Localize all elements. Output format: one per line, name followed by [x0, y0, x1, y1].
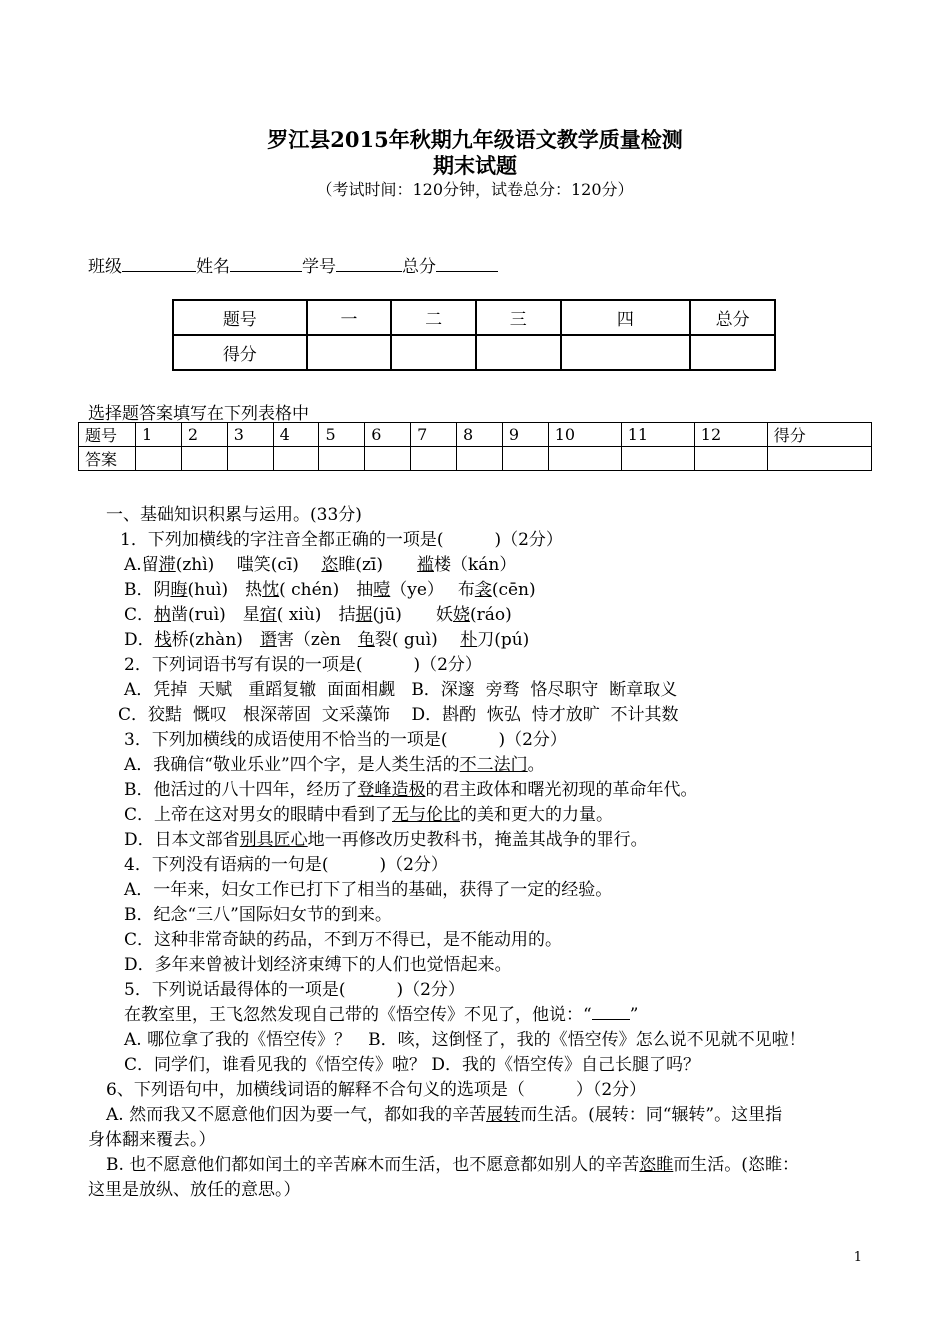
answer-header-label: 题号	[79, 423, 136, 447]
score-cell[interactable]	[307, 335, 392, 370]
answer-number-cell: 4	[273, 423, 319, 447]
q4-option-b: B．纪念“三八”国际妇女节的到来。	[124, 905, 392, 925]
exam-subtitle: 期末试题	[433, 153, 517, 178]
class-label: 班级	[88, 257, 122, 277]
answer-table-number-row	[79, 423, 872, 447]
answer-number-cell: 11	[621, 423, 694, 447]
q5-options-cd: C．同学们，谁看见我的《悟空传》啦？ D．我的《悟空传》自己长腿了吗？	[124, 1055, 701, 1075]
answer-table-caption: 选择题答案填写在下列表格中	[88, 404, 309, 424]
answer-cell[interactable]	[694, 447, 767, 471]
q3-option-a: A．我确信“敬业乐业”四个字，是人类生活的不二法门。	[124, 755, 545, 775]
score-cell[interactable]	[391, 335, 476, 370]
answer-cell[interactable]	[227, 447, 273, 471]
answer-table-answer-row	[79, 447, 872, 471]
answer-number-cell: 5	[319, 423, 365, 447]
answer-table	[78, 422, 872, 471]
score-header-cell: 一	[307, 300, 392, 335]
q4-option-d: D．多年来曾被计划经济束缚下的人们也觉悟起来。	[124, 955, 512, 975]
score-cell[interactable]	[690, 335, 775, 370]
answer-cell[interactable]	[136, 447, 182, 471]
page-number: 1	[853, 1250, 862, 1265]
score-header-cell: 三	[476, 300, 561, 335]
score-header-cell: 四	[561, 300, 691, 335]
q5-context: 在教室里，王飞忽然发现自己带的《悟空传》不见了，他说：“ ”	[124, 1005, 639, 1025]
answer-cell[interactable]	[181, 447, 227, 471]
q4-stem: 4．下列没有语病的一句是( )（2分）	[124, 855, 448, 875]
name-field[interactable]	[230, 255, 302, 272]
score-table	[172, 299, 776, 371]
q1-option-b: B．阴晦(huì) 热忱( chén) 抽噎（ye） 布衾(cēn)	[124, 580, 536, 600]
q5-blank[interactable]	[592, 1003, 630, 1020]
answer-cell[interactable]	[457, 447, 503, 471]
q1-option-a: A.留滞(zhì) 嗤笑(cī) 恣睢(zī) 褴楼（kán）	[124, 555, 517, 575]
q1-stem: 1．下列加横线的字注音全都正确的一项是( )（2分）	[120, 530, 563, 550]
answer-score-label: 得分	[767, 423, 871, 447]
score-cell[interactable]	[476, 335, 561, 370]
q2-stem: 2．下列词语书写有误的一项是( )（2分）	[124, 655, 482, 675]
name-label: 姓名	[196, 257, 230, 277]
q6-option-a-line1: A. 然而我又不愿意他们因为要一气，都如我的辛苦展转而生活。(展转：同“辗转”。这里指	[106, 1105, 783, 1125]
id-label: 学号	[302, 257, 336, 277]
answer-cell[interactable]	[502, 447, 548, 471]
answer-cell[interactable]	[273, 447, 319, 471]
q4-option-a: A．一年来，妇女工作已打下了相当的基础，获得了一定的经验。	[124, 880, 613, 900]
id-field[interactable]	[336, 255, 402, 272]
answer-cell[interactable]	[319, 447, 365, 471]
q6-option-a-line2: 身体翻来覆去。）	[88, 1130, 216, 1150]
total-label: 总分	[402, 257, 436, 277]
q2-options-cd: C．狡黠 慨叹 根深蒂固 文采藻饰 D．斟酌 恢弘 恃才放旷 不计其数	[118, 705, 679, 725]
q1-option-d: D．栈桥(zhàn) 谮害（zèn 龟裂( guì) 朴刀(pú)	[124, 630, 530, 650]
q2-options-ab: A．凭掉 天赋 重蹈复辙 面面相觑 B．深邃 旁骛 恪尽职守 断章取义	[124, 680, 678, 700]
score-table-score-row	[173, 335, 775, 370]
score-header-cell: 总分	[690, 300, 775, 335]
score-header-cell: 二	[391, 300, 476, 335]
score-table-header-row	[173, 300, 775, 335]
total-field[interactable]	[436, 255, 498, 272]
score-header-cell: 题号	[173, 300, 307, 335]
q6-option-b-line1: B. 也不愿意他们都如闰土的辛苦麻木而生活，也不愿意都如别人的辛苦恣睢而生活。(恣睢：	[106, 1155, 799, 1175]
q5-stem: 5．下列说话最得体的一项是( )（2分）	[124, 980, 465, 1000]
q3-stem: 3．下列加横线的成语使用不恰当的一项是( )（2分）	[124, 730, 567, 750]
q1-option-c: C．枘凿(ruì) 星宿( xiù) 拮据(jū) 妖娆(ráo)	[124, 605, 512, 625]
class-field[interactable]	[122, 255, 196, 272]
score-cell[interactable]	[561, 335, 691, 370]
answer-number-cell: 3	[227, 423, 273, 447]
answer-number-cell: 2	[181, 423, 227, 447]
answer-cell[interactable]	[365, 447, 411, 471]
answer-cell[interactable]	[411, 447, 457, 471]
q3-option-d: D．日本文部省别具匠心地一再修改历史教科书，掩盖其战争的罪行。	[124, 830, 648, 850]
answer-row-label: 答案	[79, 447, 136, 471]
exam-title: 罗江县2015年秋期九年级语文教学质量检测	[267, 127, 683, 152]
answer-number-cell: 9	[502, 423, 548, 447]
answer-number-cell: 6	[365, 423, 411, 447]
student-info-line	[88, 252, 498, 277]
answer-number-cell: 7	[411, 423, 457, 447]
section-heading: 一、基础知识积累与运用。(33分)	[106, 505, 362, 525]
q3-option-c: C．上帝在这对男女的眼睛中看到了无与伦比的美和更大的力量。	[124, 805, 614, 825]
answer-number-cell: 12	[694, 423, 767, 447]
answer-number-cell: 10	[548, 423, 621, 447]
answer-cell[interactable]	[621, 447, 694, 471]
answer-score-cell[interactable]	[767, 447, 871, 471]
answer-cell[interactable]	[548, 447, 621, 471]
q3-option-b: B．他活过的八十四年，经历了登峰造极的君主政体和曙光初现的革命年代。	[124, 780, 698, 800]
q4-option-c: C．这种非常奇缺的药品，不到万不得已，是不能动用的。	[124, 930, 563, 950]
answer-number-cell: 1	[136, 423, 182, 447]
answer-number-cell: 8	[457, 423, 503, 447]
exam-note: （考试时间：120分钟，试卷总分：120分）	[316, 180, 634, 199]
q5-options-ab: A. 哪位拿了我的《悟空传》？ B．咳，这倒怪了，我的《悟空传》怎么说不见就不见啦！	[124, 1030, 806, 1050]
q6-option-b-line2: 这里是放纵、放任的意思。）	[88, 1180, 301, 1200]
q6-stem: 6、下列语句中，加横线词语的解释不合句义的选项是（ ）（2分）	[106, 1080, 647, 1100]
score-row-label: 得分	[173, 335, 307, 370]
